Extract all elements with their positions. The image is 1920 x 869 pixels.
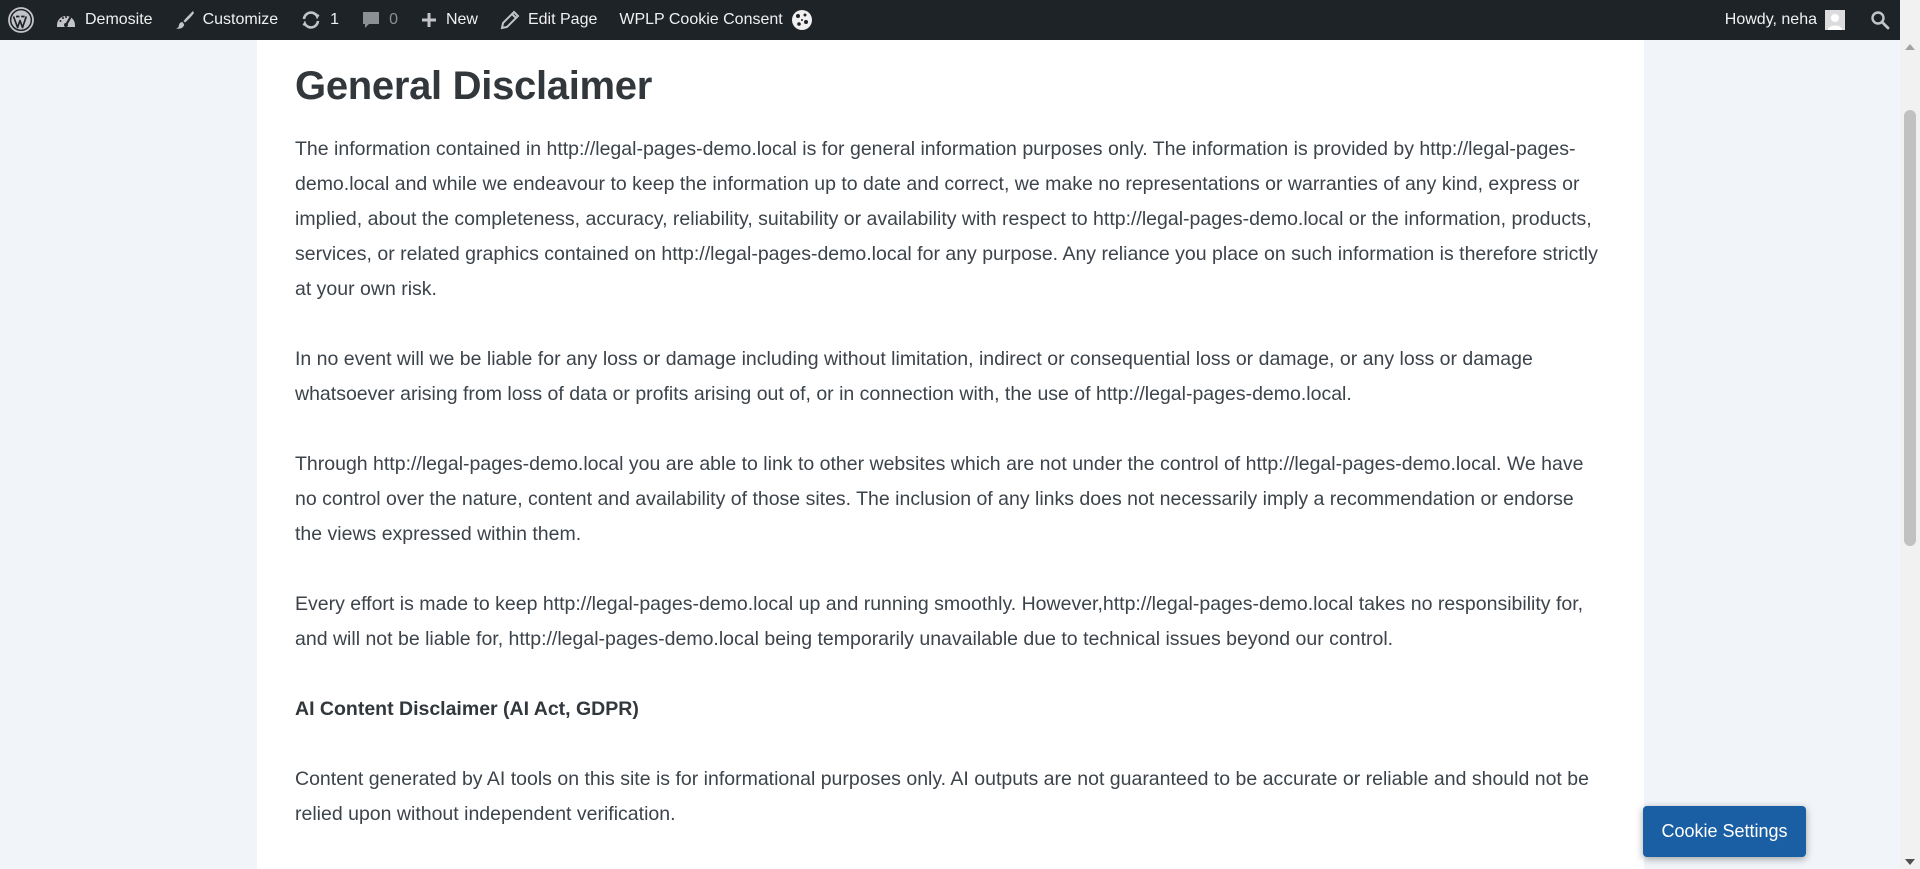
- wordpress-logo-icon: [8, 7, 34, 33]
- ai-disclaimer-heading: AI Content Disclaimer (AI Act, GDPR): [295, 698, 639, 720]
- cookie-settings-button[interactable]: Cookie Settings: [1643, 806, 1806, 857]
- edit-page-link[interactable]: [489, 0, 608, 40]
- new-content-menu[interactable]: [409, 0, 489, 40]
- new-label: New: [445, 11, 478, 28]
- site-name-label: Demosite: [85, 11, 153, 28]
- site-name-menu[interactable]: [44, 0, 164, 40]
- paragraph-4: Every effort is made to keep http://legal-pages-demo.local up and running smoothly. However,http://legal-pages-demo.local takes no responsibility for, and will not be liable for, http://legal-pages-demo.local being temporarily unavailable due to technical issues beyond our control.: [295, 593, 1584, 650]
- search-icon: [1870, 10, 1890, 30]
- cookie-icon: [791, 9, 813, 31]
- paintbrush-icon: [175, 10, 195, 30]
- ai-disclaimer-paragraph: Content generated by AI tools on this site is for informational purposes only. AI outputs are not guaranteed to be accurate or reliable and should not be relied upon without independent verification.: [295, 768, 1589, 825]
- scrollbar-corner: [1900, 0, 1920, 40]
- admin-bar: [0, 0, 1900, 40]
- howdy-label: Howdy, neha: [1724, 11, 1817, 28]
- comments-count: 0: [389, 11, 398, 28]
- updates-icon: [300, 10, 322, 30]
- edit-page-label: Edit Page: [527, 11, 598, 28]
- article-body: [295, 64, 1605, 867]
- my-account-menu[interactable]: [1714, 0, 1859, 40]
- dashboard-icon: [55, 10, 77, 30]
- cookie-consent-menu[interactable]: [608, 0, 823, 40]
- customize-link[interactable]: [164, 0, 290, 40]
- scrollbar-thumb[interactable]: [1904, 110, 1916, 546]
- avatar: [1825, 10, 1845, 30]
- comments-link[interactable]: [350, 0, 409, 40]
- plus-icon: [420, 11, 438, 29]
- customize-label: Customize: [202, 11, 279, 28]
- page-scrollbar[interactable]: [1900, 40, 1920, 869]
- wordpress-menu[interactable]: [0, 0, 44, 40]
- paragraph-2: In no event will we be liable for any loss or damage including without limitation, indirect or consequential loss or damage, or any loss or damage whatsoever arising from loss of data or profits arising out of, or in connection with, the use of http://legal-pages-demo.local.: [295, 348, 1533, 405]
- admin-bar-secondary: [1714, 0, 1900, 40]
- updates-link[interactable]: [289, 0, 350, 40]
- scroll-up-arrow-icon[interactable]: [1905, 44, 1915, 50]
- page-title: General Disclaimer: [295, 64, 653, 108]
- page-content: [257, 40, 1644, 869]
- scroll-down-arrow-icon[interactable]: [1905, 859, 1915, 865]
- updates-count: 1: [330, 11, 340, 28]
- pencil-icon: [500, 10, 520, 30]
- cookie-consent-label: WPLP Cookie Consent: [619, 11, 783, 28]
- admin-search[interactable]: [1859, 0, 1900, 40]
- comment-icon: [361, 10, 381, 30]
- paragraph-1: The information contained in http://legal-pages-demo.local is for general information purposes only. The information is provided by http://legal-pages-demo.local and while we endeavour to keep the information up to date and correct, we make no representations or warranties of any kind, express or implied, about the completeness, accuracy, reliability, suitability or availability with respect to http://legal-pages-demo.local or the information, products, services, or related graphics contained on http://legal-pages-demo.local for any purpose. Any reliance you place on such information is therefore strictly at your own risk.: [295, 138, 1598, 300]
- paragraph-3: Through http://legal-pages-demo.local you are able to link to other websites which are not under the control of http://legal-pages-demo.local. We have no control over the nature, content and availability of those sites. The inclusion of any links does not necessarily imply a recommendation or endorse the views expressed within them.: [295, 453, 1584, 545]
